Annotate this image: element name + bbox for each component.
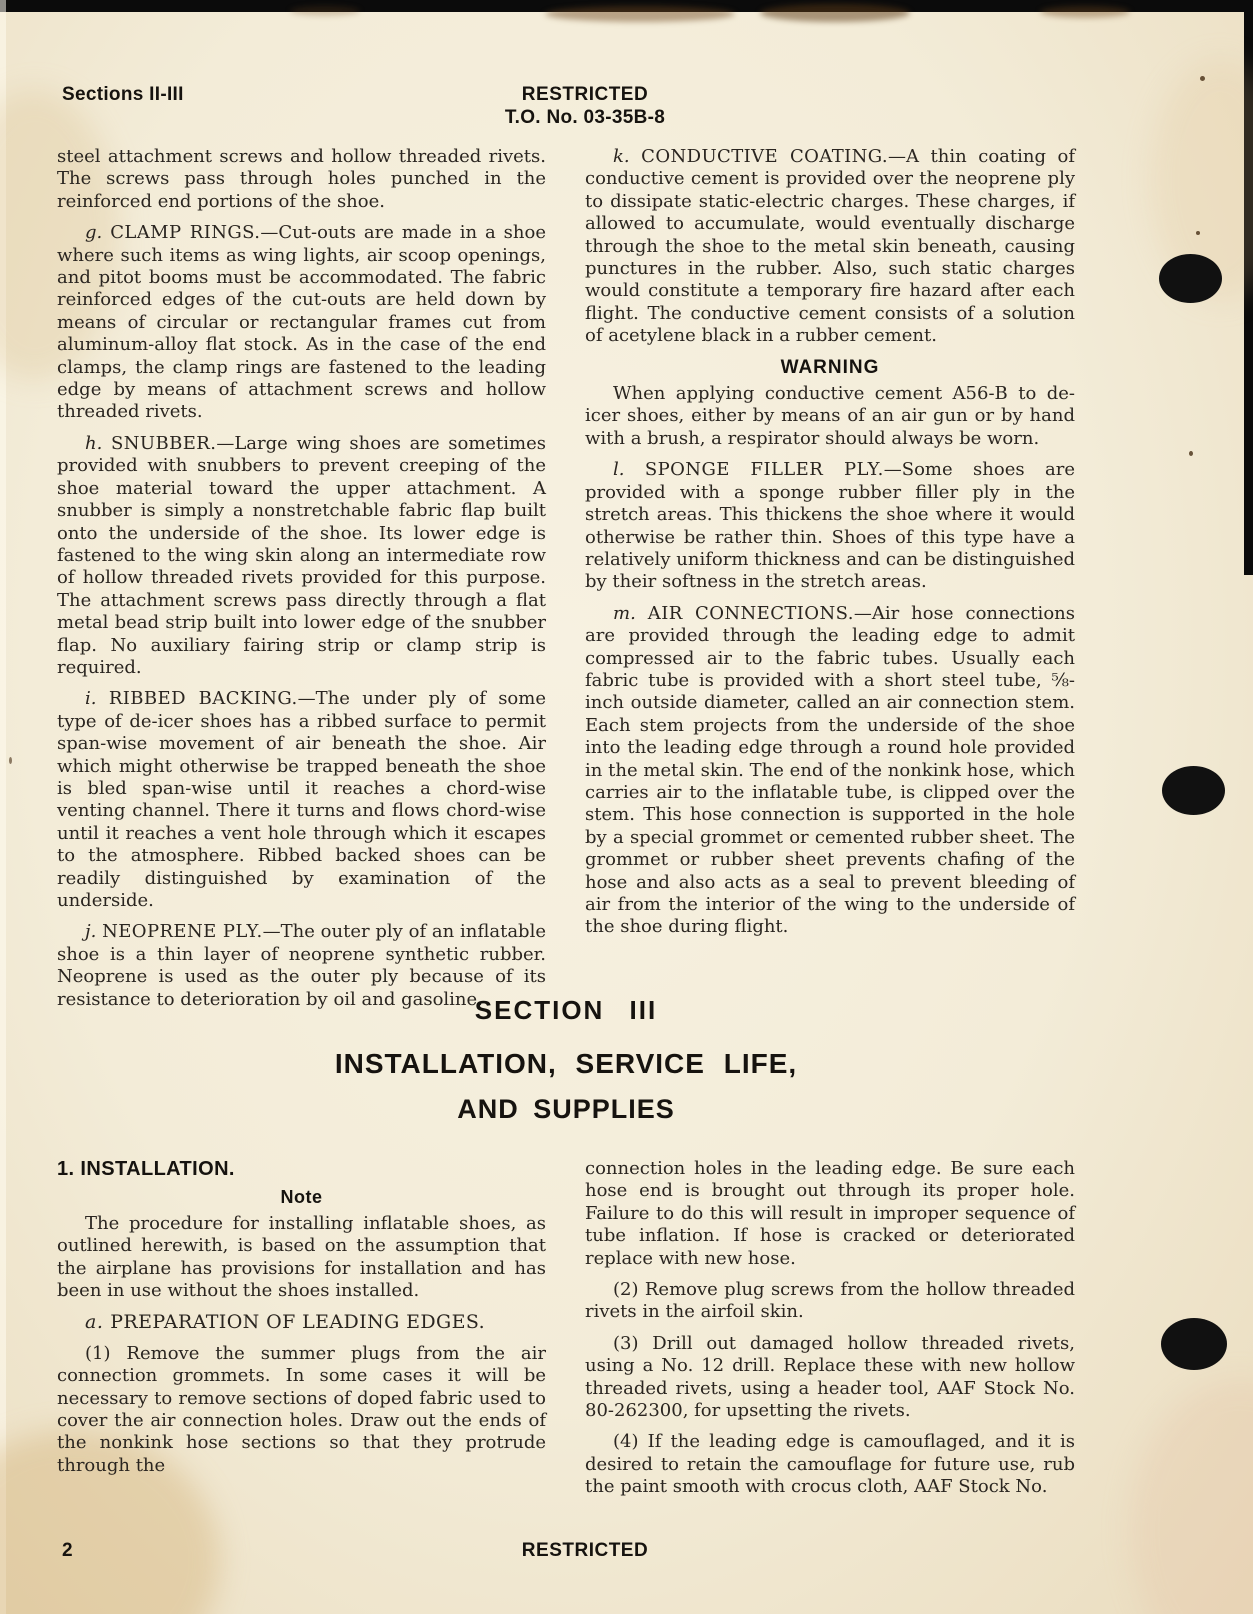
foxing-stain bbox=[760, 4, 910, 22]
installation-heading: 1. INSTALLATION. bbox=[57, 1158, 235, 1180]
paragraph-sponge-filler-ply: l. SPONGE FILLER PLY.—Some shoes are provided with a sponge rubber filler ply in the stretch areas. This thickens the shoe where it would otherwise be rather thin. Shoes of this type have a relatively uniform thickness and can be distinguished by their softness in the stretch areas. bbox=[585, 459, 1075, 593]
foxing-stain bbox=[1040, 6, 1130, 18]
paragraph-snubber: h. SNUBBER.—Large wing shoes are sometimes provided with snubbers to prevent creeping of the shoe material toward the upper attachment. A snubber is simply a nonstretchable fabric flap built onto the underside of the shoe. Its lower edge is fastened to the wing skin along an intermediate row of hollow threaded rivets provided for this purpose. The attachment screws pass directly through a flat metal bead strip built into lower edge of the snubber flap. No auxiliary fairing strip or clamp strip is required. bbox=[57, 432, 546, 678]
punch-hole bbox=[1159, 254, 1222, 303]
header-sections-label: Sections II-III bbox=[62, 84, 184, 105]
paragraph-air-connections: m. AIR CONNECTIONS.—Air hose connections are provided through the leading edge to admit compressed air to the fabric tubes. Usually each fabric tube is provided with a short steel tube, ⅝-inch outside diameter, called an air connection stem. Each stem projects from the underside of the shoe into the leading edge through a round hole provided in the metal skin. The end of the nonkink hose, which carries air to the inflatable tube, is clipped over the stem. This hose connection is supported in the hole by a special grommet or cemented rubber sheet. The grommet or rubber sheet prevents chafing of the hose and also acts as a seal to prevent bleeding of air from the interior of the wing to the underside of the shoe during flight. bbox=[585, 602, 1075, 938]
paragraph-clamp-rings: g. CLAMP RINGS.—Cut-outs are made in a shoe where such items as wing lights, air scoop openings, and pitot booms must be accommodated. The fabric reinforced edges of the cut-outs are held down by means of circular or rectangular frames cut from aluminum-alloy flat stock. As in the case of the end clamps, the clamp rings are fastened to the leading edge by means of attachment screws and hollow threaded rivets. bbox=[57, 222, 546, 423]
paragraph-ribbed-backing: i. RIBBED BACKING.—The under ply of some type of de-icer shoes has a ribbed surface to permit span-wise movement of air beneath the shoe. Air which might otherwise be trapped beneath the shoe is bled span-wise until it reaches a chord-wise venting channel. There it turns and flows chord-wise until it reaches a vent hole through which it escapes to the atmosphere. Ribbed backed shoes can be readily distinguished by examination of the underside. bbox=[57, 688, 546, 911]
punch-hole bbox=[1161, 1318, 1227, 1370]
warning-text: When applying conductive cement A56-B to de-icer shoes, either by means of an air gun or by hand with a brush, a respirator should always be worn. bbox=[585, 383, 1075, 449]
header-restricted: RESTRICTED bbox=[521, 84, 649, 105]
section-3-heading bbox=[57, 995, 1075, 1125]
paragraph-continuation: steel attachment screws and hollow threaded rivets. The screws pass through holes punched in the reinforced end portions of the shoe. bbox=[57, 146, 546, 212]
paragraph-letter: g. bbox=[85, 222, 103, 244]
column-right-top bbox=[585, 146, 1075, 948]
item-number: (3) bbox=[613, 1332, 639, 1354]
paragraph-letter: a. bbox=[85, 1311, 104, 1334]
paragraph-title: PREPARATION OF LEADING EDGES. bbox=[110, 1311, 486, 1334]
numbered-item-2: (2) Remove plug screws from the hollow threaded rivets in the airfoil skin. bbox=[585, 1279, 1075, 1323]
paragraph-letter: l. bbox=[613, 459, 625, 481]
paragraph-title: CLAMP RINGS. bbox=[110, 222, 261, 244]
age-stain bbox=[1130, 1380, 1253, 1614]
paragraph-letter: k. bbox=[613, 146, 630, 167]
paragraph-title: CONDUCTIVE COATING. bbox=[641, 146, 889, 167]
paragraph-neoprene-ply: j. NEOPRENE PLY.—The outer ply of an inflatable shoe is a thin layer of neoprene synthetic rubber. Neoprene is used as the outer ply because of its resistance to deterioration by oil and gasoline. bbox=[57, 921, 546, 1010]
paragraph-title: SPONGE FILLER PLY. bbox=[644, 459, 884, 481]
punch-hole bbox=[1162, 766, 1225, 815]
paragraph-title: NEOPRENE PLY. bbox=[102, 921, 263, 943]
footer-restricted: RESTRICTED bbox=[521, 1540, 649, 1561]
item-number: (2) bbox=[613, 1279, 639, 1301]
paragraph-letter: j. bbox=[85, 921, 97, 943]
section-3-subtitle: AND SUPPLIES bbox=[457, 1094, 675, 1124]
paragraph-conductive-coating: k. CONDUCTIVE COATING.—A thin coating of conductive cement is provided over the neoprene ply to dissipate static-electric charges. These charges, if allowed to accumulate, would eventually discharge through the shoe to the metal skin beneath, causing punctures in the rubber. Also, such static charges would constitute a temporary fire hazard after each flight. The conductive cement consists of a solution of acetylene black in a rubber cement. bbox=[585, 146, 1075, 347]
section-3-title: SECTION III bbox=[474, 995, 658, 1025]
section-3-subtitle: INSTALLATION, SERVICE LIFE, bbox=[334, 1048, 798, 1079]
numbered-item-4: (4) If the leading edge is camouflaged, and it is desired to retain the camouflage for future use, rub the paint smooth with crocus cloth, AAF Stock No. bbox=[585, 1431, 1075, 1498]
paragraph-letter: h. bbox=[85, 432, 103, 454]
item-number: (1) bbox=[85, 1342, 111, 1364]
note-text: The procedure for installing inflatable shoes, as outlined herewith, is based on the assumption that the airplane has provisions for installation and has been in use without the shoes installed. bbox=[57, 1212, 546, 1302]
column-left-top bbox=[57, 146, 546, 1020]
ink-speck bbox=[1189, 451, 1193, 456]
ink-speck bbox=[1200, 76, 1205, 81]
paragraph-letter: i. bbox=[85, 688, 97, 710]
paragraph-letter: m. bbox=[613, 602, 636, 624]
numbered-item-1: (1) Remove the summer plugs from the air connection grommets. In some cases it will be necessary to remove sections of doped fabric used to cover the air connection holes. Draw out the ends of the nonkink hose sections so that they protrude through the bbox=[57, 1342, 546, 1476]
page-number: 2 bbox=[62, 1540, 73, 1561]
header-to-number: T.O. No. 03-35B-8 bbox=[504, 107, 666, 128]
paragraph-title: RIBBED BACKING. bbox=[108, 688, 298, 710]
paragraph-title: SNUBBER. bbox=[111, 432, 217, 454]
numbered-item-3: (3) Drill out damaged hollow threaded rivets, using a No. 12 drill. Replace these with new hollow threaded rivets, using a header tool, AAF Stock No. 80-262300, for upsetting the rivets. bbox=[585, 1332, 1075, 1422]
sub-heading-a bbox=[57, 1311, 546, 1333]
paragraph-continuation: connection holes in the leading edge. Be sure each hose end is brought out through its proper hole. Failure to do this will result in improper sequence of tube inflation. If hose is cracked or deteriorated replace with new hose. bbox=[585, 1158, 1075, 1269]
column-right-bottom bbox=[585, 1158, 1075, 1508]
note-heading: Note bbox=[280, 1187, 323, 1208]
paragraph-title: AIR CONNECTIONS. bbox=[647, 602, 854, 624]
column-left-bottom bbox=[57, 1158, 546, 1486]
ink-speck bbox=[9, 757, 12, 764]
warning-heading: WARNING bbox=[780, 356, 880, 378]
foxing-stain bbox=[545, 6, 735, 22]
foxing-stain bbox=[290, 6, 360, 16]
ink-speck bbox=[1196, 231, 1200, 235]
item-number: (4) bbox=[613, 1431, 639, 1453]
